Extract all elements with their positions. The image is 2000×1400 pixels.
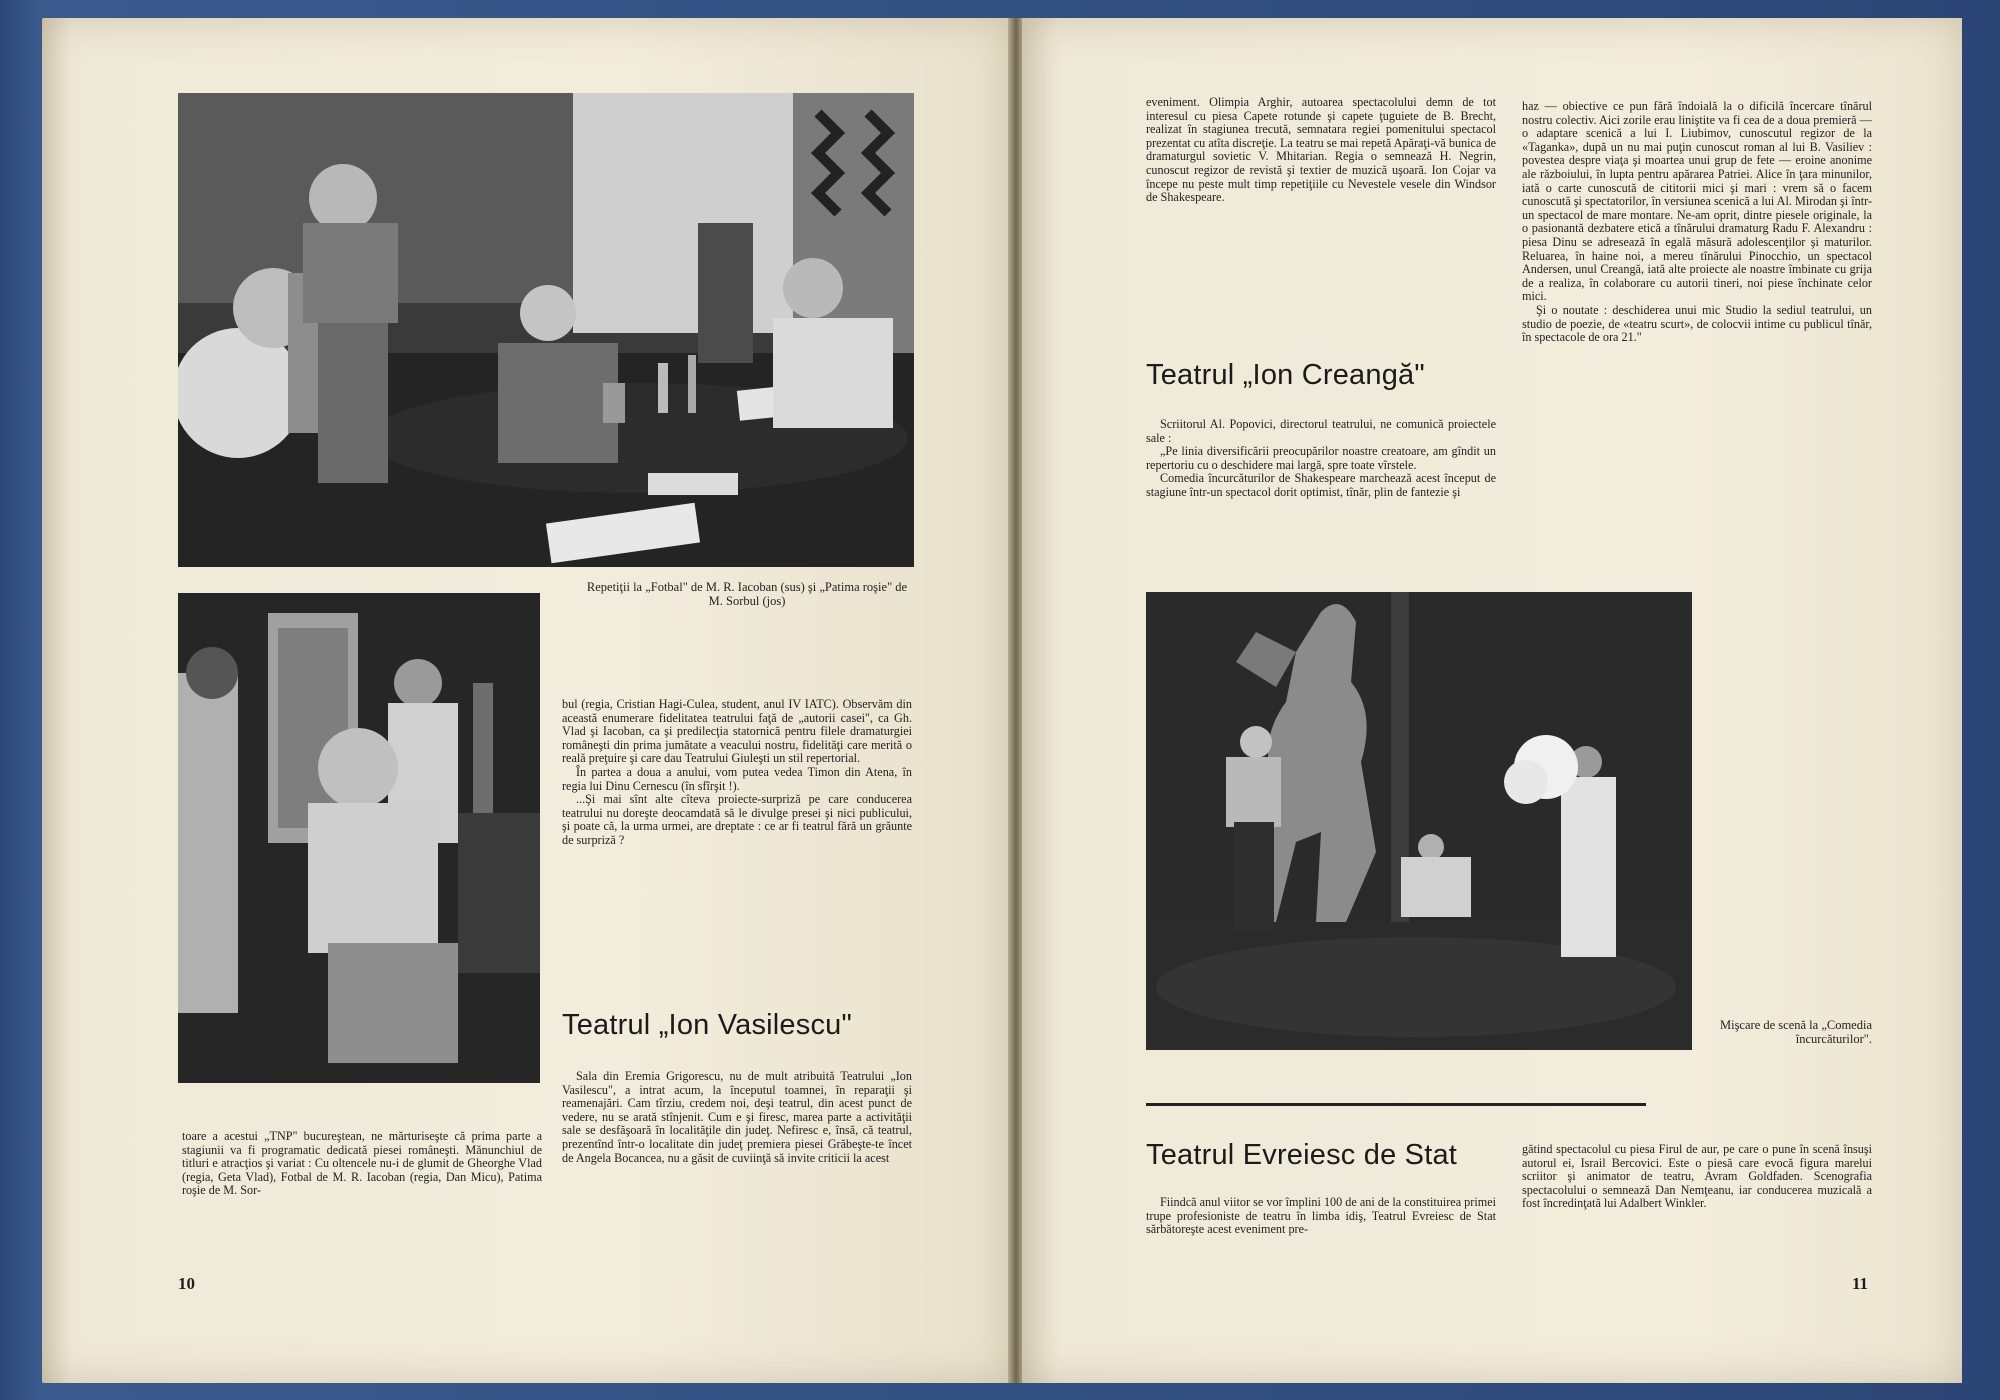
heading-teatrul-ion-vasilescu: Teatrul „Ion Vasilescu": [562, 1009, 852, 1041]
stage-photo-comedia-incurcaturilor: [1146, 592, 1692, 1050]
column-vasilescu: [562, 1070, 912, 1165]
rehearsal-photo-patima-rosie: [178, 593, 540, 1083]
paragraph: bul (regia, Cristian Hagi-Culea, student, anul IV IATC). Observăm din această enumerare fidelitatea teatrului faţă de „autorii casei", ca Gh. Vlad şi Iacoban, ca şi predilecţia statornică pentru filele dramaturgiei româneşti din prima jumătate a veacului nostru, fidelităţi care merită o reală preţuire şi care dau Teatrului Giuleşti un stil repertorial.: [562, 697, 912, 766]
paragraph: „Pe linia diversificării preocupărilor noastre creatoare, am gîndit un repertoriu cu o deschidere mai largă, spre toate vîrstele.: [1146, 444, 1496, 472]
paragraph: În partea a doua a anului, vom putea vedea Timon din Atena, în regia lui Dinu Cernescu (în sfîrşit !).: [562, 764, 912, 793]
paragraph: gătind spectacolul cu piesa Firul de aur, pe care o pune în scenă însuşi autorul ei, Israil Bercovici. Este o piesă care evocă figura marelui scriitor şi animator de teatru, Avram Goldfaden. Scenografia spectacolului o semnează Dan Nemţeanu, iar conducerea muzicală a fost încredinţată lui Adalbert Winkler.: [1522, 1142, 1872, 1211]
paragraph: Şi o noutate : deschiderea unui mic Studio la sediul teatrului, un studio de poezie, de «teatru scurt», de colocvii intime cu publicul tînăr, în spectacole de ora 21.": [1522, 302, 1872, 345]
page-number-right: 11: [1852, 1274, 1869, 1293]
caption-stage-movement: Mişcare de scenă la „Comedia încurcăturilor".: [1719, 1018, 1872, 1046]
paragraph: Fiindcă anul viitor se vor împlini 100 de ani de la constituirea primei trupe profesioniste de teatru în limba idiş, Teatrul Evreiesc de Stat sărbătoreşte acest eveniment pre-: [1146, 1195, 1496, 1237]
column-evreiesc-left: [1146, 1196, 1496, 1237]
column-creanga: [1146, 418, 1496, 500]
caption-rehearsals: Repetiţii la „Fotbal" de M. R. Iacoban (sus) şi „Patima roşie" de M. Sorbul (jos): [586, 580, 908, 608]
column-evreiesc-right: [1522, 1143, 1872, 1211]
paragraph: toare a acestui „TNP" bucureştean, ne mărturiseşte că prima parte a stagiunii va fi programatic dedicată piesei româneşti. Mănunchiul de titluri e atracţios şi variat : Cu oltencele nu-i de glumit de Gheorghe Vlad (regia, Geta Vlad), Fotbal de M. R. Iacoban (regia, Dan Micu), Patima roşie de M. Sor-: [182, 1129, 542, 1198]
page-number-left: 10: [178, 1274, 195, 1293]
column-top-left: [1146, 96, 1496, 205]
rehearsal-photo-fotbal: [178, 93, 914, 567]
paragraph: Comedia încurcăturilor de Shakespeare marchează acest început de stagiune într-un spectacol dorit optimist, tînăr, plin de fantezie şi: [1146, 471, 1496, 499]
left-page: [42, 18, 1010, 1383]
column-middle: [562, 698, 912, 848]
section-divider: [1146, 1103, 1646, 1106]
paragraph: Scriitorul Al. Popovici, directorul teatrului, ne comunică proiectele sale :: [1146, 417, 1496, 445]
paragraph: ...Şi mai sînt alte cîteva proiecte-surpriză pe care conducerea teatrului nu doreşte deocamdată să le divulge presei şi nici publicului, şi poate că, la urma urmei, are dreptate : ce ar fi teatrul fără un grăunte de surpriză ?: [562, 792, 912, 847]
heading-teatrul-ion-creanga: Teatrul „Ion Creangă": [1146, 359, 1425, 391]
right-page: [1022, 18, 1962, 1383]
column-top-right: [1522, 100, 1872, 345]
paragraph: eveniment. Olimpia Arghir, autoarea spectacolului demn de tot interesul cu piesa Capete rotunde şi capete ţuguiete de B. Brecht, realizat în stagiunea trecută, semnatara regiei pomenitului spectacol prezentat cu atîta discreţie. La teatru se mai repetă Apăraţi-vă bunica de dramaturgul sovietic V. Mhitarian. Regia o semnează H. Negrin, cunoscut regizor de revistă şi textier de muzică uşoară. Ion Cojar va începe nu peste mult timp repetiţiile cu Nevestele vesele din Windsor de Shakespeare.: [1146, 95, 1496, 205]
paragraph: Sala din Eremia Grigorescu, nu de mult atribuită Teatrului „Ion Vasilescu", a intrat acum, la începutul toamnei, în reparaţii şi reamenajări. Cam tîrziu, credem noi, deşi teatrul, din acest punct de vedere, nu se arată stînjenit. Cum e şi firesc, marea parte a activităţii sale se desfăşoară în localităţile din judeţ. Nefiresc e, însă, că teatrul, prezentînd într-o localitate din judeţ premiera piesei Grăbeşte-te încet de Angela Bocancea, nu a găsit de cuviinţă să invite criticii la acest: [562, 1069, 912, 1165]
column-bottom-left: [182, 1130, 542, 1198]
heading-teatrul-evreiesc-de-stat: Teatrul Evreiesc de Stat: [1146, 1139, 1458, 1171]
paragraph: haz — obiective ce pun fără îndoială la o dificilă încercare tînărul nostru colectiv. Aici zorile erau liniştite va fi cea de a doua premieră — o adaptare scenică a lui I. Liubimov, cunoscutul regizor de la «Taganka», după un nu mai puţin cunoscut roman al lui B. Vasiliev : povestea despre viaţa şi moartea unui grup de fete — eroine anonime ale războiului, în lupta pentru apărarea Patriei. Alice în ţara minunilor, iată o carte cunoscută de cititorii mici şi mari : vrem să o facem cunoscută şi spectatorilor, în versiunea scenică a lui Al. Mirodan şi într-un spectacol de mare montare. Ne-am oprit, dintre piesele originale, la o pasionantă dezbatere etică a tînărului dramaturg Radu F. Alexandru : piesa Dinu se adresează în egală măsură adolescenţilor şi maturilor. Reluarea, în haine noi, a mereu tînărului Pinocchio, un spectacol Andersen, unul Creangă, iată alte proiecte ale noastre îmbinate cu grija de a realiza, în colaborare cu autorii tineri, noi piese închinate celor mici.: [1522, 99, 1872, 304]
